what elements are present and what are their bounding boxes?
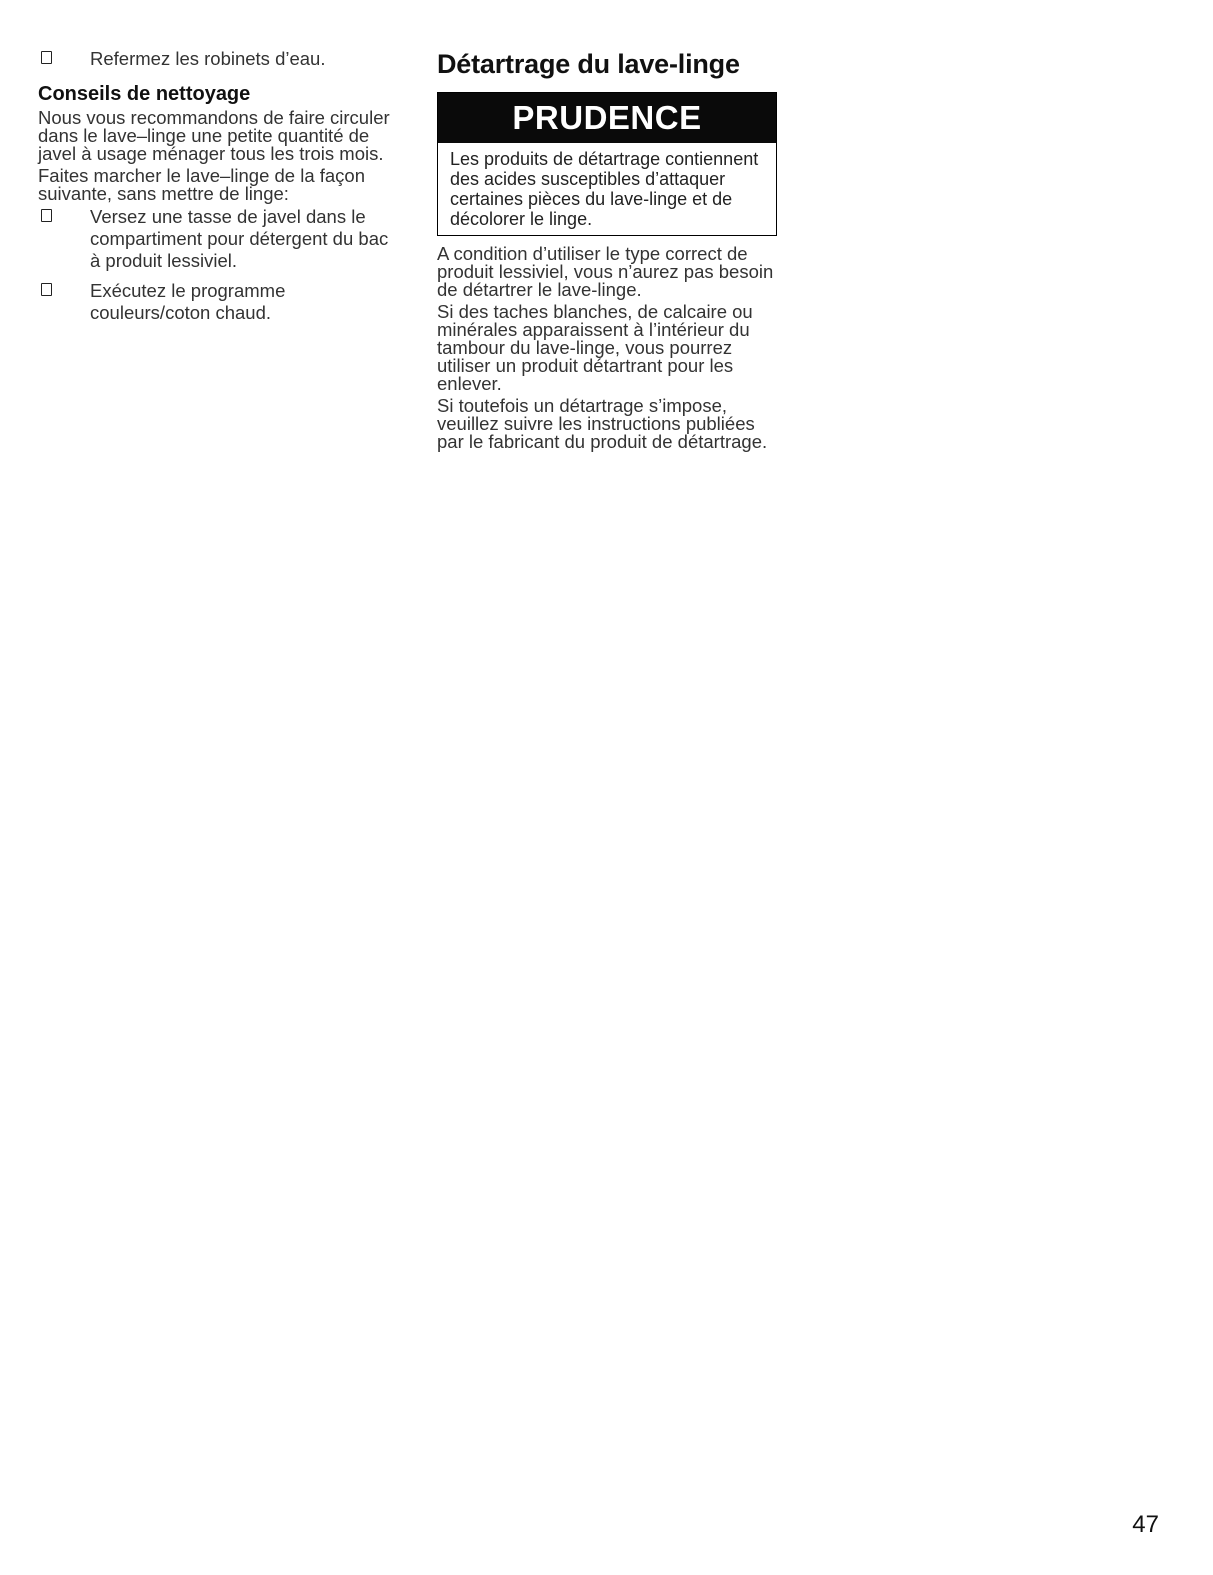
cleaning-instructions-paragraph: Faites marcher le lave–linge de la façon suivante, sans mettre de linge: [38,165,366,204]
page-number: 47 [1132,1511,1159,1538]
checkbox-icon [41,209,52,222]
descaling-paragraph-3: Si toutefois un détartrage s’impose, veuillez suivre les instructions publiées par le fabricant du produit de détartrage. [437,395,768,452]
right-column [437,48,782,451]
checkbox-icon [41,283,52,296]
left-column [38,48,396,324]
caution-text: Les produits de détartrage contiennent des acides susceptibles d’attaquer certaines pièces du lave-linge et de décolorer le linge. [450,149,759,229]
caution-box [437,92,777,236]
descaling-heading: Détartrage du lave-linge [437,49,740,79]
checklist-item-add-bleach [38,206,396,272]
checklist-item-close-taps [38,48,396,70]
descaling-paragraph-1: A condition d’utiliser le type correct de produit lessiviel, vous n’aurez pas besoin de détartrer le lave-linge. [437,243,774,300]
checklist-item-text: Exécutez le programme couleurs/coton chaud. [90,280,286,323]
checkbox-icon [41,51,52,64]
descaling-paragraph-2: Si des taches blanches, de calcaire ou minérales apparaissent à l’intérieur du tambour du lave-linge, vous pourrez utiliser un produit détartrant pour les enlever. [437,301,753,394]
checklist-item-text: Refermez les robinets d’eau. [90,48,326,69]
caution-label: PRUDENCE [438,93,776,143]
cleaning-tips-heading: Conseils de nettoyage [38,83,251,105]
cleaning-tips-paragraph: Nous vous recommandons de faire circuler dans le lave–linge une petite quantité de javel à usage ménager tous les trois mois. [38,107,390,164]
checklist-item-text: Versez une tasse de javel dans le compartiment pour détergent du bac à produit lessiviel. [90,206,389,271]
checklist-item-run-program [38,280,396,324]
